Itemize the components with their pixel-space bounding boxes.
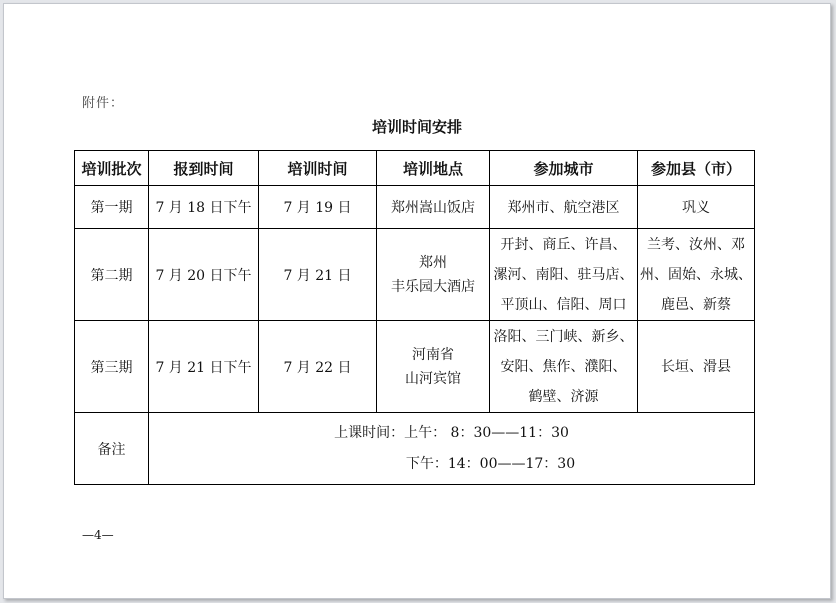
document-title: 培训时间安排 — [371, 118, 462, 136]
counties-line: 鹿邑、新蔡 — [661, 296, 731, 313]
notes-content — [149, 413, 755, 485]
location-cell — [377, 321, 490, 413]
page-number: —4— — [82, 528, 114, 542]
counties-cell — [638, 321, 755, 413]
notes-label: 备注 — [75, 413, 149, 485]
location-line: 郑州 — [419, 254, 447, 271]
header-location: 培训地点 — [377, 151, 490, 186]
training-schedule-table — [74, 150, 755, 485]
counties-line: 兰考、汝州、邓 — [647, 236, 745, 253]
header-counties: 参加县（市） — [638, 151, 755, 186]
document-page — [3, 3, 831, 599]
report-time-cell: 7 月 21 日下午 — [149, 321, 259, 413]
location-cell — [377, 229, 490, 321]
training-time-cell: 7 月 19 日 — [259, 186, 377, 229]
table-row — [75, 229, 755, 321]
counties-line: 长垣、滑县 — [661, 358, 731, 375]
cities-line: 郑州市、航空港区 — [507, 200, 620, 216]
training-time-cell: 7 月 21 日 — [259, 229, 377, 321]
attachment-label: 附件： — [82, 96, 125, 111]
batch-cell: 第一期 — [75, 186, 149, 229]
header-cities: 参加城市 — [490, 151, 638, 186]
header-batch: 培训批次 — [75, 151, 149, 186]
report-time-cell: 7 月 20 日下午 — [149, 229, 259, 321]
cities-line: 洛阳、三门峡、新乡、 — [493, 328, 634, 345]
notes-line: 下午：14：00——17：30 — [405, 455, 576, 472]
cities-line: 鹤壁、济源 — [528, 388, 599, 405]
counties-cell — [638, 186, 755, 229]
location-line: 郑州嵩山饭店 — [391, 200, 475, 216]
notes-row — [75, 413, 755, 485]
notes-line: 上课时间：上午： 8：30——11：30 — [334, 424, 569, 441]
table-row — [75, 186, 755, 229]
cities-line: 开封、商丘、许昌、 — [500, 236, 627, 253]
table-row — [75, 321, 755, 413]
batch-cell: 第三期 — [75, 321, 149, 413]
location-line: 丰乐园大酒店 — [391, 278, 475, 295]
header-training-time: 培训时间 — [259, 151, 377, 186]
cities-line: 安阳、焦作、濮阳、 — [500, 358, 627, 375]
cities-line: 平顶山、信阳、周口 — [500, 296, 627, 313]
table-header-row — [75, 151, 755, 186]
training-time-cell: 7 月 22 日 — [259, 321, 377, 413]
cities-cell — [490, 321, 638, 413]
cities-cell — [490, 186, 638, 229]
header-report-time: 报到时间 — [149, 151, 259, 186]
location-line: 河南省 — [412, 346, 454, 363]
counties-cell — [638, 229, 755, 321]
counties-line: 巩义 — [682, 200, 710, 216]
location-line: 山河宾馆 — [405, 370, 461, 387]
cities-line: 漯河、南阳、驻马店、 — [493, 266, 634, 283]
batch-cell: 第二期 — [75, 229, 149, 321]
counties-line: 州、固始、永城、 — [640, 266, 752, 283]
location-cell — [377, 186, 490, 229]
report-time-cell: 7 月 18 日下午 — [149, 186, 259, 229]
cities-cell — [490, 229, 638, 321]
